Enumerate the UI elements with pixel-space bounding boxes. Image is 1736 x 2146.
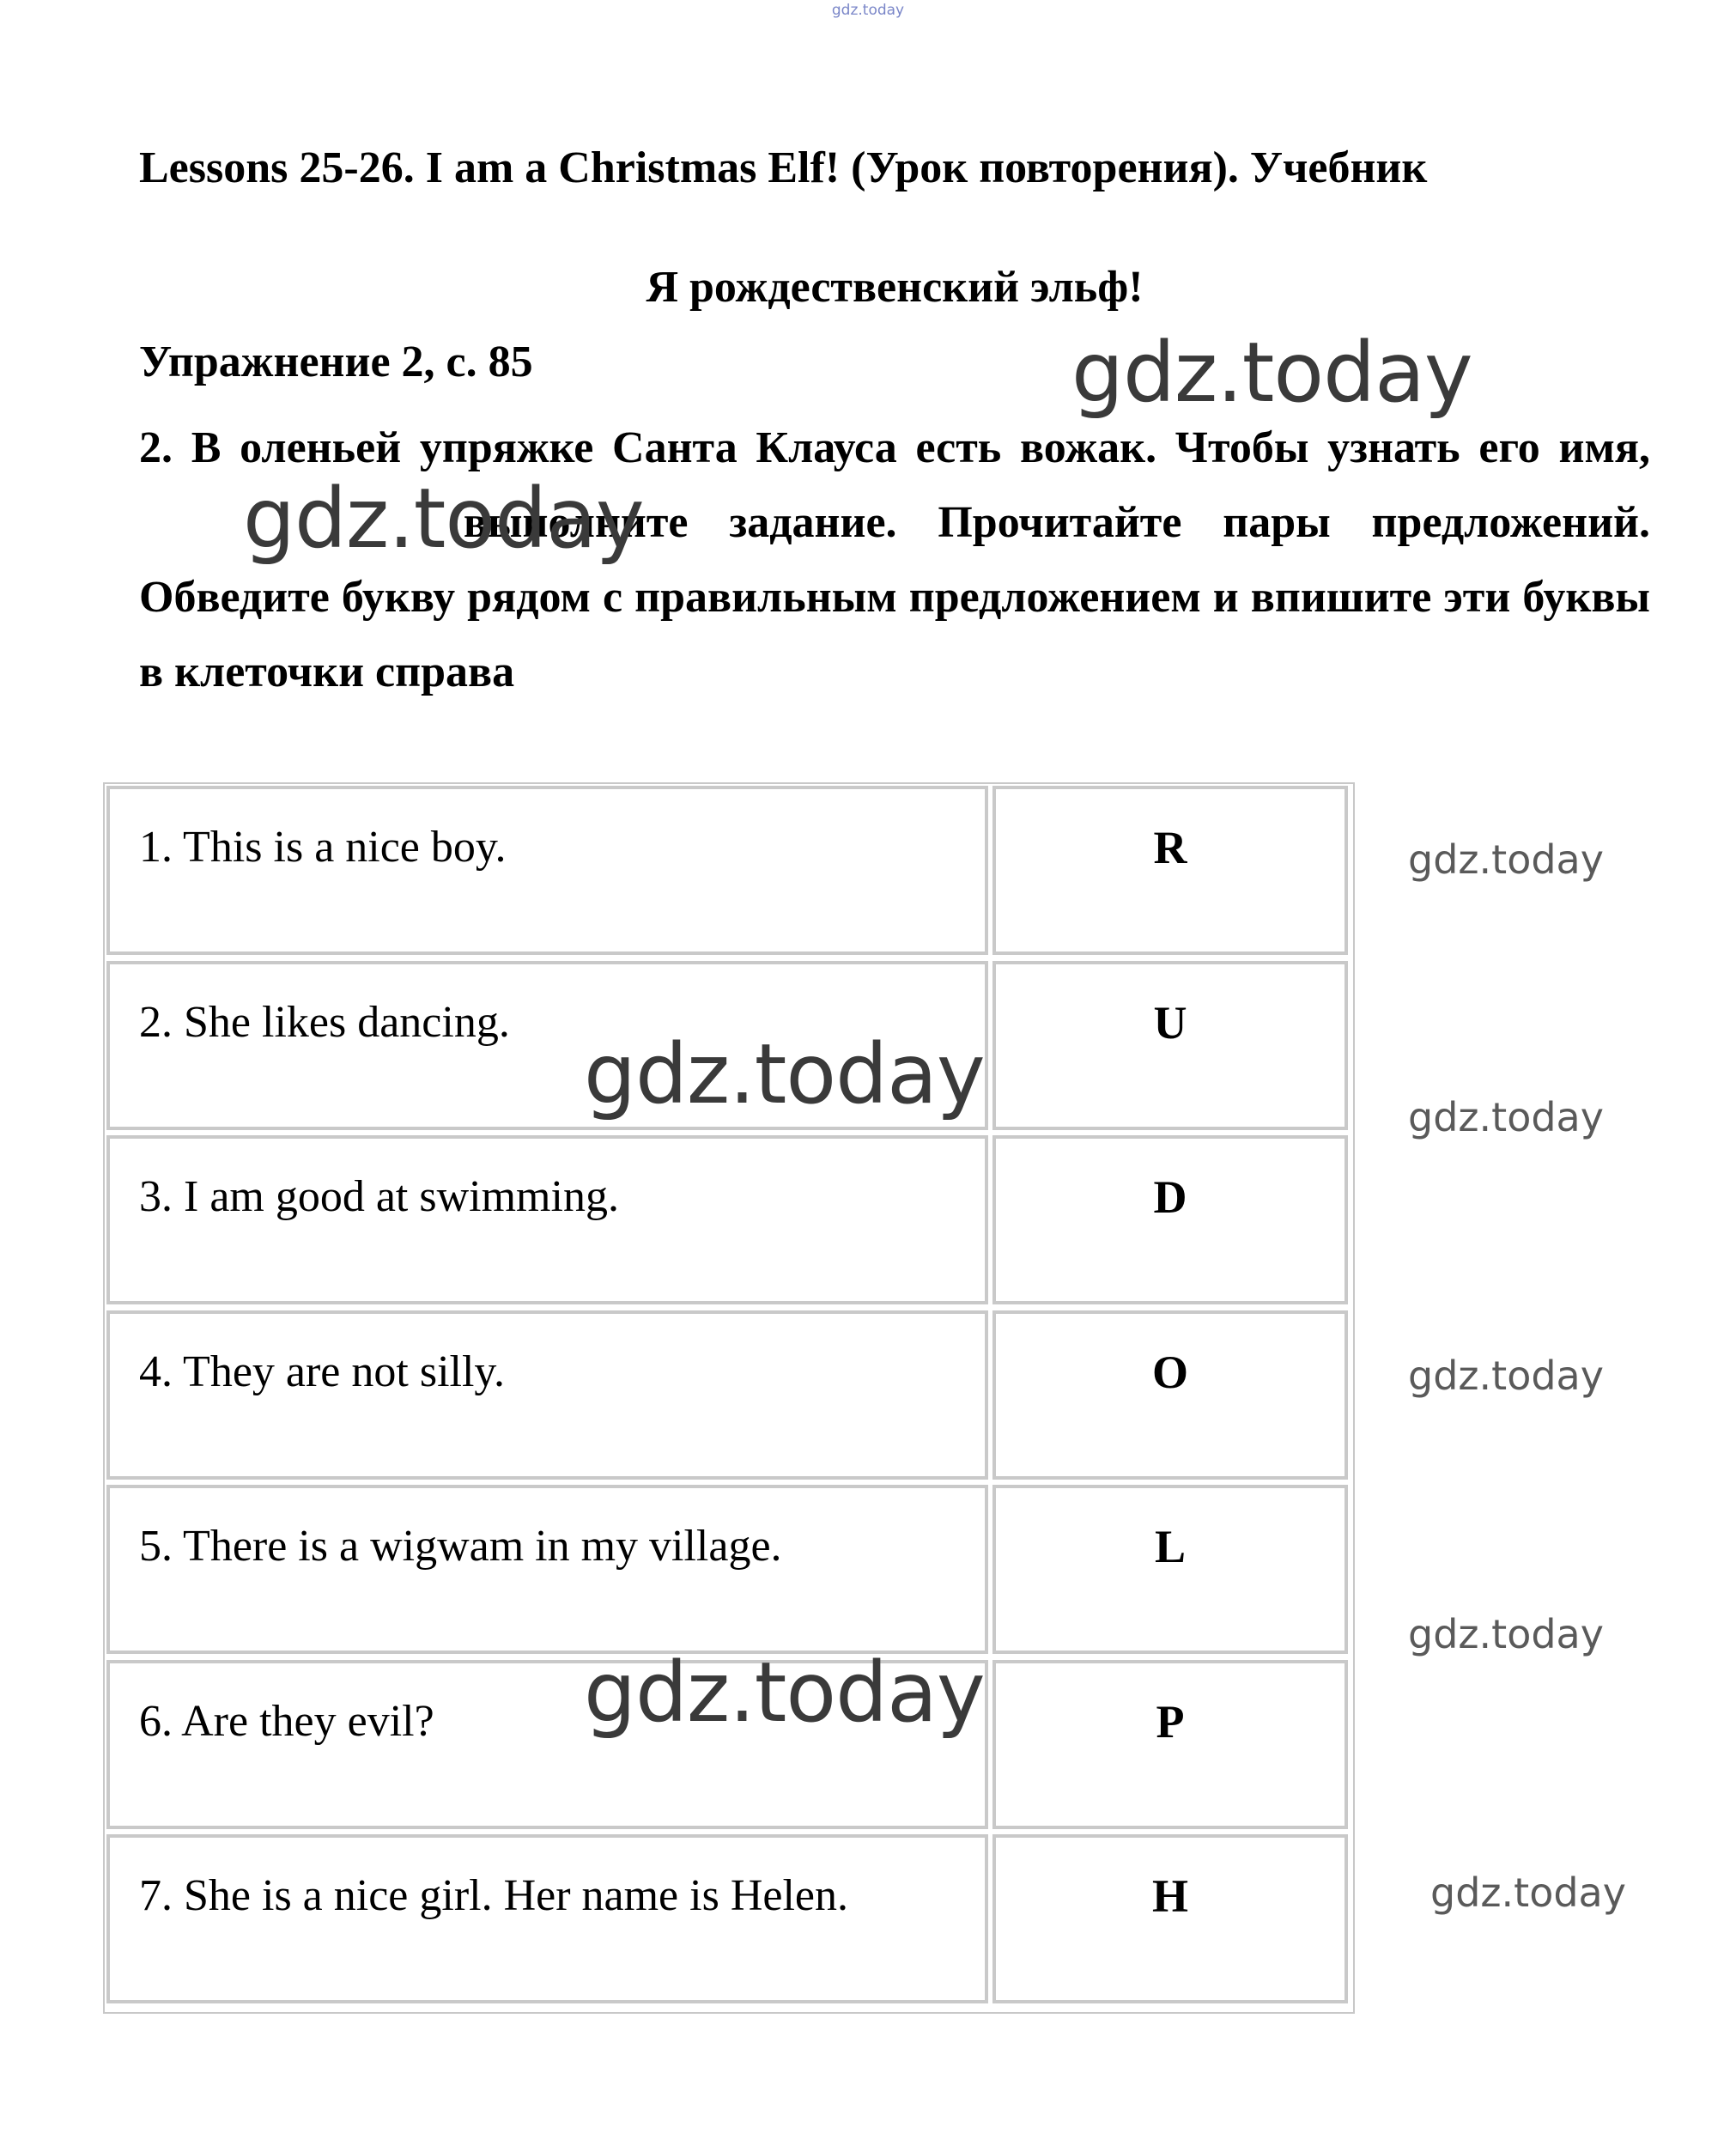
watermark: gdz.today (1408, 1353, 1604, 1399)
page-subtitle: Я рождественский эльф! (646, 263, 1144, 312)
table-row-sentence: 1. This is a nice boy. (106, 786, 988, 955)
watermark: gdz.today (584, 1026, 985, 1122)
watermark: gdz.today (1408, 1611, 1604, 1657)
table-row-letter[interactable]: U (992, 961, 1348, 1130)
watermark: gdz.today (1430, 1869, 1626, 1916)
task-text-part1: 2. В оленьей упряжке Санта Клауса есть вожак. Чтобы узнать его имя, (139, 423, 1650, 472)
table-row-letter[interactable]: H (992, 1834, 1348, 2003)
exercise-label: Упражнение 2, с. 85 (139, 337, 533, 386)
watermark: gdz.today (584, 1644, 985, 1741)
table-row-letter[interactable]: L (992, 1485, 1348, 1654)
watermark: gdz.today (243, 471, 644, 567)
watermark: gdz.today (1408, 836, 1604, 883)
table-row-sentence: 3. I am good at swimming. (106, 1135, 988, 1304)
table-row-letter[interactable]: P (992, 1660, 1348, 1829)
watermark: gdz.today (1408, 1094, 1604, 1140)
task-instructions (139, 410, 1650, 709)
table-row-sentence: 5. There is a wigwam in my village. (106, 1485, 988, 1654)
table-row-letter[interactable]: R (992, 786, 1348, 955)
table-row-sentence: 2. She likes dancing. (106, 961, 988, 1130)
table-row-sentence: 7. She is a nice girl. Her name is Helen. (106, 1834, 988, 2003)
header-watermark: gdz.today (831, 2, 905, 19)
table-row-sentence: 6. Are they evil? (106, 1660, 988, 1829)
table-row-letter[interactable]: O (992, 1310, 1348, 1480)
page-title: Lessons 25-26. I am a Christmas Elf! (Урок повторения). Учебник (139, 143, 1428, 192)
table-row-letter[interactable]: D (992, 1135, 1348, 1304)
table-row-sentence: 4. They are not silly. (106, 1310, 988, 1480)
task-text-part2: выполните задание. Прочитайте пары предложений. Обведите букву рядом с правильным предложением и впишите эти буквы в клеточки справа (139, 498, 1650, 696)
watermark: gdz.today (1071, 325, 1472, 421)
